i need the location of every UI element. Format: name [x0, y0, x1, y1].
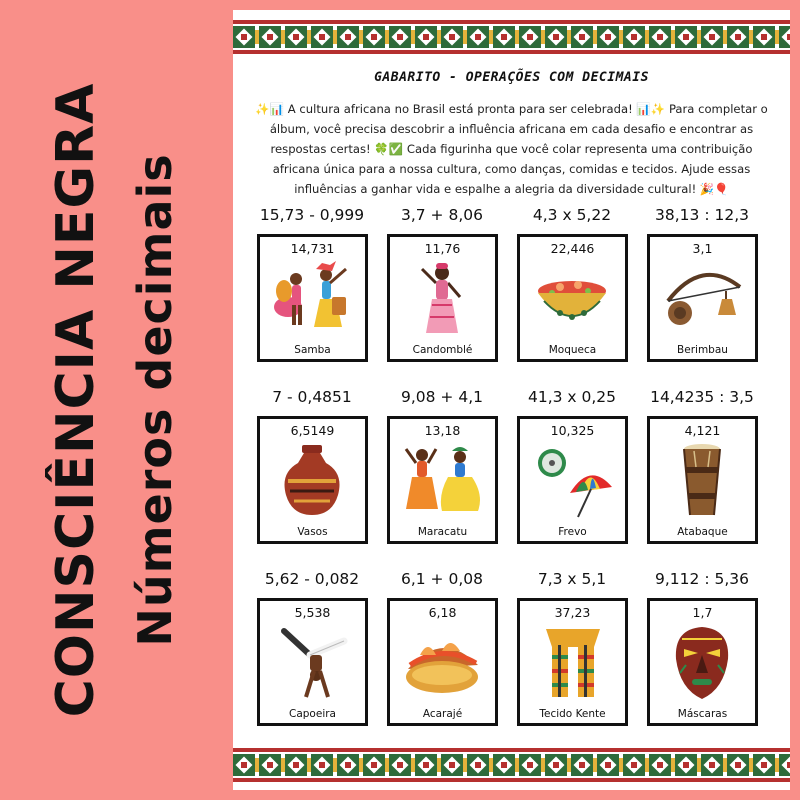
answer-value: 3,1	[692, 241, 713, 256]
side-title-line1: CONSCIÊNCIA NEGRA	[45, 82, 106, 718]
sticker-card	[257, 234, 368, 362]
side-title	[0, 0, 225, 800]
sticker-label: Vasos	[297, 526, 328, 538]
operation-expression: 6,1 + 0,08	[400, 570, 483, 588]
capoeira-icon	[270, 625, 355, 701]
operation-expression: 41,3 x 0,25	[527, 388, 617, 406]
sticker-label: Capoeira	[289, 708, 336, 720]
kente-cloth-icon	[530, 625, 615, 701]
acaraje-icon	[400, 625, 485, 701]
sticker-label: Berimbau	[677, 344, 728, 356]
frevo-umbrella-icon	[530, 443, 615, 519]
sticker-label: Atabaque	[677, 526, 728, 538]
answer-value: 4,121	[684, 423, 721, 438]
vase-icon	[270, 443, 355, 519]
answer-value: 5,538	[294, 605, 331, 620]
operation-expression: 38,13 : 12,3	[655, 206, 749, 224]
sticker-label: Acarajé	[422, 708, 463, 720]
african-mask-icon	[660, 625, 745, 701]
operation-expression: 3,7 + 8,06	[400, 206, 483, 224]
answer-value: 22,446	[550, 241, 595, 256]
intro-paragraph: ✨📊 A cultura africana no Brasil está pronta para ser celebrada! 📊✨ Para completar o álbum, você precisa descobrir a influência africana em cada desafio e encontrar as respostas certas! 🍀✅ Cada figurinha que você colar representa uma contribuição africana única para a nossa cultura, como danças, comidas e tecidos. Ajude essas influências a ganhar vida e espalhe a alegria da diversidade cultural! 🎉🎈	[255, 102, 768, 196]
answer-value: 11,76	[424, 241, 461, 256]
answer-value: 37,23	[554, 605, 591, 620]
maracatu-dancers-icon	[400, 443, 485, 519]
answer-value: 13,18	[424, 423, 461, 438]
operation-expression: 9,08 + 4,1	[400, 388, 483, 406]
sticker-card	[517, 416, 628, 544]
sticker-card	[517, 598, 628, 726]
sticker-label: Maracatu	[417, 526, 468, 538]
top-border-pattern	[233, 20, 790, 54]
sticker-card	[257, 598, 368, 726]
sticker-label: Tecido Kente	[539, 708, 606, 720]
samba-dancers-icon	[270, 261, 355, 337]
answer-value: 14,731	[290, 241, 335, 256]
moqueca-bowl-icon	[530, 261, 615, 337]
operation-expression: 7,3 x 5,1	[537, 570, 607, 588]
sticker-card	[647, 598, 758, 726]
sticker-label: Máscaras	[677, 708, 728, 720]
worksheet-title: GABARITO - OPERAÇÕES COM DECIMAIS	[374, 70, 649, 85]
answer-value: 6,18	[428, 605, 457, 620]
berimbau-icon	[660, 261, 745, 337]
operation-expression: 5,62 - 0,082	[264, 570, 360, 588]
answer-value: 10,325	[550, 423, 595, 438]
answer-value: 1,7	[692, 605, 713, 620]
operation-expression: 4,3 x 5,22	[532, 206, 612, 224]
sticker-label: Candomblé	[412, 344, 473, 356]
sticker-card	[387, 416, 498, 544]
sticker-card	[647, 416, 758, 544]
sticker-card	[387, 234, 498, 362]
atabaque-drum-icon	[660, 443, 745, 519]
worksheet	[233, 10, 790, 790]
sticker-card	[257, 416, 368, 544]
operation-expression: 9,112 : 5,36	[655, 570, 749, 588]
answer-value: 6,5149	[290, 423, 335, 438]
candomble-dancer-icon	[400, 261, 485, 337]
operation-expression: 7 - 0,4851	[272, 388, 352, 406]
sticker-card	[647, 234, 758, 362]
sticker-label: Samba	[294, 344, 331, 356]
bottom-border-pattern	[233, 748, 790, 782]
sticker-label: Moqueca	[548, 344, 597, 356]
operation-expression: 15,73 - 0,999	[259, 206, 365, 224]
side-title-line2: Números decimais	[127, 153, 182, 647]
sticker-label: Frevo	[558, 526, 587, 538]
operation-expression: 14,4235 : 3,5	[650, 388, 754, 406]
sticker-card	[387, 598, 498, 726]
sticker-card	[517, 234, 628, 362]
